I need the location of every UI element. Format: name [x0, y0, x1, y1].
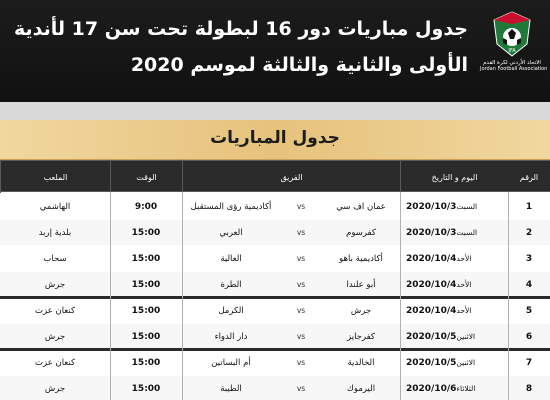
page-title-line-1: جدول مباريات دور 16 لبطولة تحت سن 17 لأندية	[14, 18, 468, 40]
header-num: الرقم	[519, 172, 539, 182]
away-team: أكاديمية رؤى المستقبل	[190, 201, 272, 212]
divider-band	[0, 102, 550, 120]
match-time: 15:00	[131, 253, 161, 264]
header-teams: الفريق	[182, 161, 400, 193]
match-number: 1	[525, 201, 533, 212]
match-number: 4	[525, 279, 533, 290]
section-banner	[0, 120, 550, 160]
vs-label: vs	[296, 358, 306, 367]
column-divider	[110, 192, 111, 400]
vs-label: vs	[296, 332, 306, 341]
venue: كنعان عزت	[35, 357, 76, 368]
vs-label: vs	[296, 306, 306, 315]
match-day: الاثنين	[456, 358, 476, 367]
away-team: الكرمل	[218, 305, 244, 316]
away-team: الطيبة	[220, 383, 242, 394]
venue: سحاب	[43, 253, 67, 264]
match-date-value: 2020/10/5	[406, 357, 457, 368]
jfa-logo	[480, 10, 548, 90]
match-day: الأحد	[456, 254, 472, 263]
match-date	[400, 272, 508, 297]
column-divider	[182, 192, 183, 400]
match-time: 15:00	[131, 357, 161, 368]
table-row	[0, 272, 550, 297]
match-date-value: 2020/10/3	[406, 201, 457, 212]
logo-name-ar: الاتحاد الأردني لكرة القدم	[483, 60, 541, 66]
header	[0, 0, 550, 102]
vs-label: vs	[296, 254, 306, 263]
match-day: الاثنين	[456, 332, 476, 341]
match-day: السبت	[456, 202, 478, 211]
home-team: أكاديمية باهو	[339, 253, 383, 264]
away-team: أم البساتين	[211, 357, 251, 368]
vs-label: vs	[296, 384, 306, 393]
header-venue: الملعب	[0, 161, 110, 193]
match-date-value: 2020/10/4	[406, 305, 457, 316]
match-date	[400, 246, 508, 271]
match-day: السبت	[456, 228, 478, 237]
venue: جرش	[44, 383, 66, 394]
column-divider	[508, 192, 509, 400]
table-row	[0, 246, 550, 271]
table-row	[0, 220, 550, 245]
table-header	[0, 160, 550, 192]
match-time: 15:00	[131, 279, 161, 290]
venue: الهاشمي	[39, 201, 71, 212]
home-team: كفرجايز	[347, 331, 375, 342]
match-day: الأحد	[456, 306, 472, 315]
match-date	[400, 194, 508, 219]
header-date: اليوم و التاريخ	[400, 161, 508, 193]
home-team: الخالدية	[347, 357, 375, 368]
match-number: 2	[525, 227, 533, 238]
svg-text:JFA: JFA	[508, 48, 516, 54]
match-date	[400, 298, 508, 323]
match-number: 3	[525, 253, 533, 264]
header-time: الوقت	[110, 161, 182, 193]
home-team: كفرسوم	[346, 227, 376, 238]
match-number: 6	[525, 331, 533, 342]
vs-label: vs	[296, 280, 306, 289]
match-date-value: 2020/10/5	[406, 331, 457, 342]
home-team: عمان اف سي	[336, 201, 386, 212]
table-row	[0, 350, 550, 375]
away-team: دار الدواء	[214, 331, 248, 342]
match-time: 9:00	[134, 201, 158, 212]
match-time: 15:00	[131, 331, 161, 342]
match-date	[400, 220, 508, 245]
match-number: 7	[525, 357, 533, 368]
match-number: 8	[525, 383, 533, 394]
match-date-value: 2020/10/4	[406, 279, 457, 290]
vs-label: vs	[296, 228, 306, 237]
table-row	[0, 194, 550, 219]
section-title: جدول المباريات	[210, 128, 340, 148]
venue: بلدية إربد	[38, 227, 72, 238]
away-team: العربي	[219, 227, 243, 238]
column-divider	[400, 192, 401, 400]
match-day: الثلاثاء	[456, 384, 476, 393]
match-date	[400, 376, 508, 400]
home-team: اليرموك	[346, 383, 376, 394]
vs-label: vs	[296, 202, 306, 211]
away-team: الطرة	[220, 279, 242, 290]
match-day: الأحد	[456, 280, 472, 289]
venue: جرش	[44, 331, 66, 342]
home-team: جرش	[350, 305, 372, 316]
jfa-emblem-icon	[491, 10, 533, 58]
logo-name-en: Jordan Football Association	[480, 66, 548, 72]
match-number: 5	[525, 305, 533, 316]
match-date	[400, 350, 508, 375]
match-date-value: 2020/10/4	[406, 253, 457, 264]
match-time: 15:00	[131, 305, 161, 316]
venue: كنعان عزت	[35, 305, 76, 316]
table-row	[0, 376, 550, 400]
venue: جرش	[44, 279, 66, 290]
match-date-value: 2020/10/6	[406, 383, 457, 394]
match-date-value: 2020/10/3	[406, 227, 457, 238]
match-time: 15:00	[131, 227, 161, 238]
page-title-line-2: الأولى والثانية والثالثة لموسم 2020	[130, 54, 468, 76]
away-team: العالية	[220, 253, 242, 264]
table-row	[0, 298, 550, 323]
match-date	[400, 324, 508, 349]
match-time: 15:00	[131, 383, 161, 394]
table-row	[0, 324, 550, 349]
home-team: أبو علندا	[346, 279, 376, 290]
